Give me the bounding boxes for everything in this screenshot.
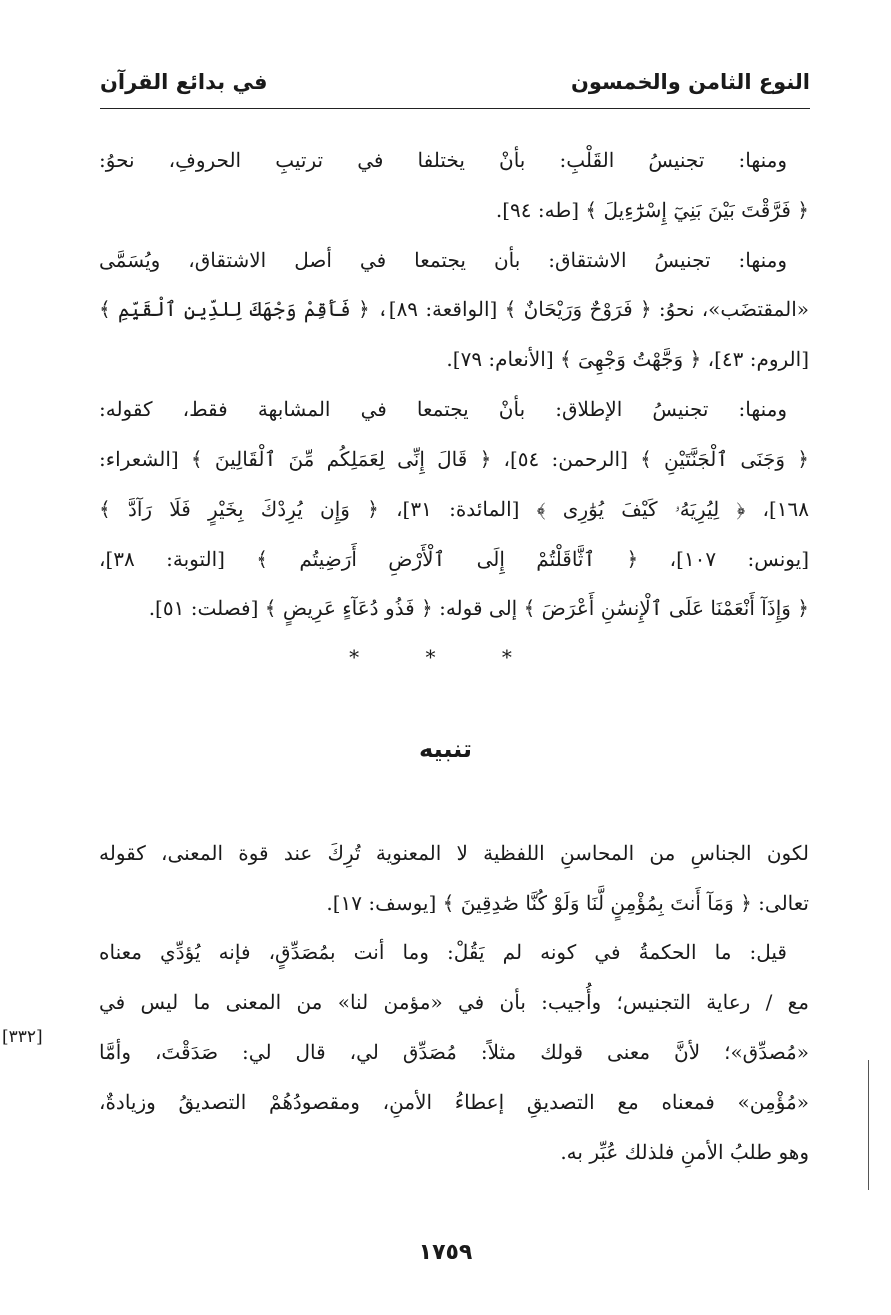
body-line: ومنها: تجنيسُ الإطلاق: بأنْ يجتمعا في المشابهة فقط، كقوله:	[99, 397, 787, 421]
margin-page-reference: [٣٣٢]	[2, 1027, 43, 1047]
body-line: ومنها: تجنيسُ القَلْبِ: بأنْ يختلفا في ترتيبِ الحروفِ، نحوُ:	[99, 148, 787, 172]
body-line: تعالى: ﴿ وَمَآ أَنتَ بِمُؤْمِنٍ لَّنَا وَلَوْ كُنَّا صَٰدِقِينَ ﴾ [يوسف: ١٧].	[326, 891, 809, 915]
book-title: في بدائع القرآن	[100, 70, 268, 94]
body-line: مع / رعاية التجنيس؛ وأُجيب: بأن في «مؤمن لنا» من المعنى ما ليس في	[99, 990, 809, 1014]
section-title: تنبيه	[419, 735, 472, 763]
body-line: «المقتضَب»، نحوُ: ﴿ فَرَوْحٌ وَرَيْحَانٌ ﴾ [الواقعة: ٨٩]، ﴿ فَأَقِمْ وَجْهَكَ لِلدِّينِ ٱلْقَيِّمِ ﴾	[99, 297, 809, 321]
body-line: ومنها: تجنيسُ الاشتقاق: بأن يجتمعا في أصل الاشتقاق، ويُسَمَّى	[99, 248, 787, 272]
page-number: ١٧٥٩	[418, 1240, 473, 1265]
body-line: ﴿ وَإِذَآ أَنْعَمْنَا عَلَى ٱلْإِنسَٰنِ أَعْرَضَ ﴾ إلى قوله: ﴿ فَذُو دُعَآءٍ عَرِيضٍ ﴾ [فصلت: ٥١].	[148, 596, 809, 620]
body-line: قيل: ما الحكمةُ في كونه لم يَقُلْ: وما أنت بمُصَدِّقٍ، فإنه يُؤدِّي معناه	[99, 940, 787, 964]
page-header	[100, 62, 810, 109]
body-line: لكون الجناسِ من المحاسنِ اللفظية لا المعنوية تُرِكَ عند قوة المعنى، كقوله	[99, 841, 809, 865]
body-line: [الروم: ٤٣]، ﴿ وَجَّهْتُ وَجْهِىَ ﴾ [الأنعام: ٧٩].	[446, 347, 809, 371]
body-line: ﴿ وَجَنَى ٱلْجَنَّتَيْنِ ﴾ [الرحمن: ٥٤]، ﴿ قَالَ إِنِّى لِعَمَلِكُم مِّنَ ٱلْقَالِينَ ﴾ [الشعراء:	[99, 447, 809, 471]
body-line: وهو طلبُ الأمنِ فلذلك عُبِّر به.	[560, 1140, 809, 1164]
section-separator: * * *	[349, 645, 542, 669]
body-line: ﴿ فَرَّقْتَ بَيْنَ بَنِيٓ إِسْرَٰٓءِيلَ ﴾ [طه: ٩٤].	[495, 198, 809, 222]
body-line: [يونس: ١٠٧]، ﴿ ٱثَّاقَلْتُمْ إِلَى ٱلْأَرْضِ أَرَضِيتُم ﴾ [التوبة: ٣٨]،	[99, 547, 809, 571]
body-line: «مُؤْمِن» فمعناه مع التصديقِ إعطاءُ الأمنِ، ومقصودُهُمْ التصديقُ وزيادةٌ،	[99, 1090, 809, 1114]
body-line: ١٦٨]، ﴿ لِيُرِيَهُۥ كَيْفَ يُوَٰرِى ﴾ [المائدة: ٣١]، ﴿ وَإِن يُرِدْكَ بِخَيْرٍ فَلَا رَآدَّ ﴾	[99, 497, 809, 521]
margin-rule	[868, 1060, 869, 1190]
chapter-title: النوع الثامن والخمسون	[570, 70, 810, 94]
body-line: «مُصدِّق»؛ لأنَّ معنى قولك مثلاً: مُصَدِّق لي، قال لي: صَدَقْتَ، وأمَّا	[99, 1040, 809, 1064]
